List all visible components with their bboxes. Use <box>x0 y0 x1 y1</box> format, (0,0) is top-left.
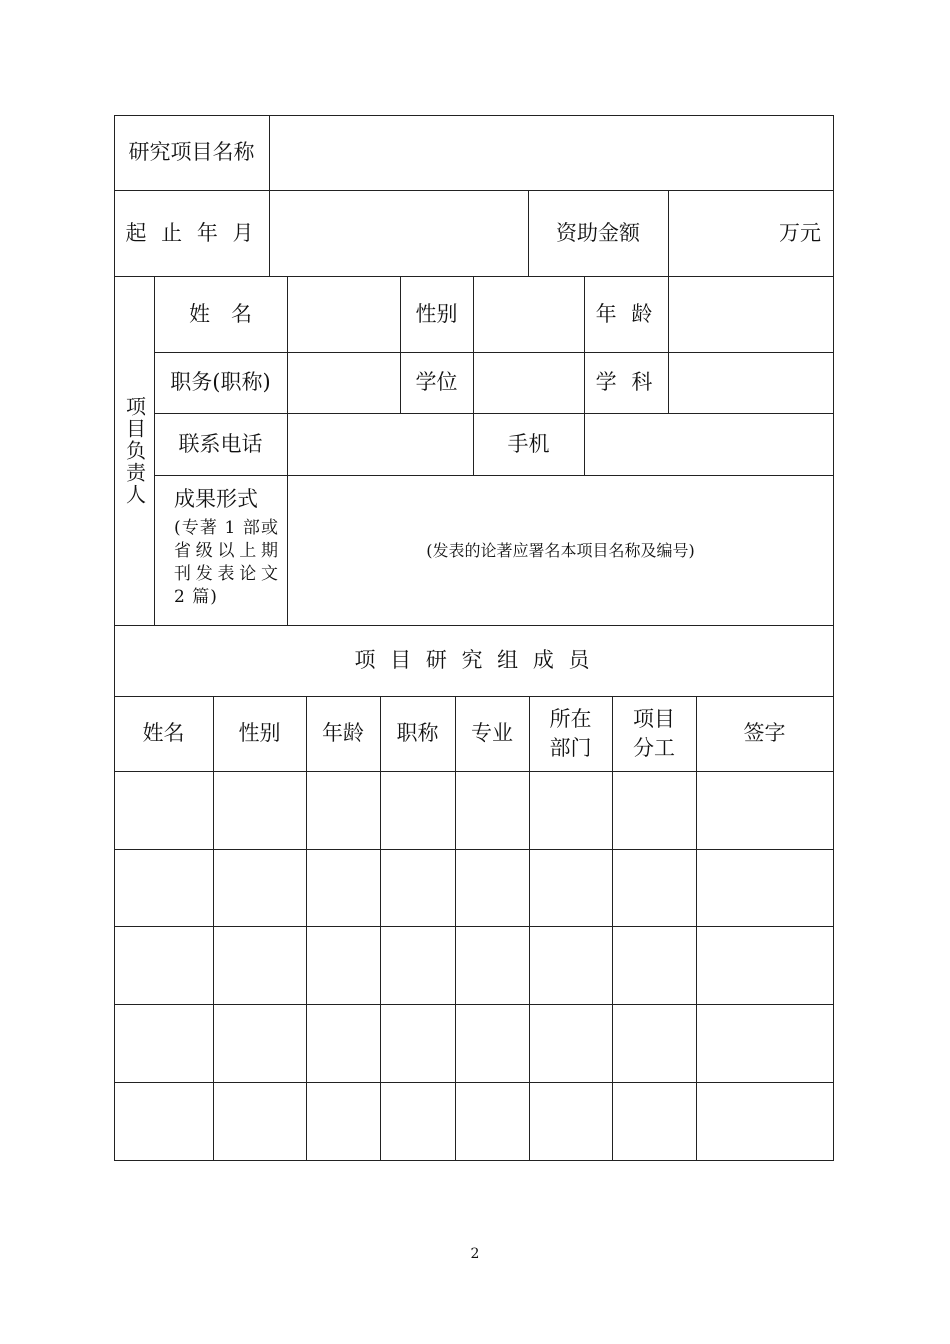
leader-phone-label: 联系电话 <box>178 431 263 456</box>
period-label: 起 止 年 月 <box>125 220 258 245</box>
col-header-name: 姓名 <box>142 721 185 746</box>
member-cell[interactable] <box>307 1083 380 1160</box>
members-section-title: 项 目 研 究 组 成 员 <box>354 648 594 673</box>
leader-section-label: 项目负责人 <box>122 395 147 506</box>
col-header-gender: 性别 <box>238 721 281 746</box>
leader-discipline-label: 学 科 <box>595 370 657 395</box>
member-cell[interactable] <box>697 1083 833 1160</box>
border-bottom <box>114 1160 834 1161</box>
member-cell[interactable] <box>697 1005 833 1082</box>
leader-mobile-field[interactable] <box>585 414 833 475</box>
member-cell[interactable] <box>307 772 380 849</box>
leader-discipline-field[interactable] <box>669 353 833 413</box>
funding-unit: 万元 <box>779 220 821 245</box>
member-cell[interactable] <box>530 850 612 926</box>
member-cell[interactable] <box>613 1005 696 1082</box>
member-cell[interactable] <box>214 927 306 1004</box>
member-cell[interactable] <box>115 850 213 926</box>
member-cell[interactable] <box>530 772 612 849</box>
member-cell[interactable] <box>214 850 306 926</box>
member-cell[interactable] <box>613 850 696 926</box>
col-header-major: 专业 <box>471 721 513 746</box>
member-cell[interactable] <box>530 927 612 1004</box>
col-header-department: 所在部门 <box>549 707 592 760</box>
funding-amount-field[interactable] <box>668 190 833 276</box>
member-cell[interactable] <box>381 1005 455 1082</box>
leader-phone-field[interactable] <box>288 414 473 475</box>
col-header-age: 年龄 <box>322 721 364 746</box>
member-cell[interactable] <box>456 927 529 1004</box>
member-cell[interactable] <box>115 1083 213 1160</box>
outcome-label: 成果形式 <box>174 487 258 511</box>
member-cell[interactable] <box>697 850 833 926</box>
member-cell[interactable] <box>530 1083 612 1160</box>
col-header-title: 职称 <box>396 721 439 746</box>
leader-title-field[interactable] <box>288 353 400 413</box>
leader-gender-label: 性别 <box>415 301 458 326</box>
leader-degree-field[interactable] <box>474 353 584 413</box>
member-cell[interactable] <box>381 772 455 849</box>
member-cell[interactable] <box>307 1005 380 1082</box>
leader-name-label: 姓 名 <box>189 301 252 326</box>
leader-name-field[interactable] <box>288 277 400 352</box>
member-cell[interactable] <box>456 772 529 849</box>
outcome-hint: (发表的论著应署名本项目名称及编号) <box>426 540 695 560</box>
member-cell[interactable] <box>115 927 213 1004</box>
member-cell[interactable] <box>307 850 380 926</box>
leader-age-field[interactable] <box>669 277 833 352</box>
funding-label: 资助金额 <box>556 220 640 245</box>
project-name-field[interactable] <box>270 116 833 190</box>
member-cell[interactable] <box>214 1005 306 1082</box>
member-cell[interactable] <box>381 927 455 1004</box>
member-cell[interactable] <box>697 927 833 1004</box>
member-cell[interactable] <box>456 1005 529 1082</box>
member-cell[interactable] <box>456 1083 529 1160</box>
leader-age-label: 年 龄 <box>595 301 657 326</box>
project-name-label: 研究项目名称 <box>128 140 255 165</box>
member-cell[interactable] <box>613 927 696 1004</box>
member-cell[interactable] <box>456 850 529 926</box>
member-cell[interactable] <box>214 1083 306 1160</box>
period-field[interactable] <box>270 191 528 276</box>
outcome-label-cell <box>154 475 287 625</box>
leader-title-label: 职务(职称) <box>170 370 271 395</box>
member-cell[interactable] <box>613 772 696 849</box>
member-cell[interactable] <box>381 850 455 926</box>
member-cell[interactable] <box>115 1005 213 1082</box>
member-cell[interactable] <box>381 1083 455 1160</box>
member-cell[interactable] <box>697 772 833 849</box>
leader-mobile-label: 手机 <box>507 431 550 456</box>
member-cell[interactable] <box>214 772 306 849</box>
page-number: 2 <box>470 1246 480 1262</box>
member-cell[interactable] <box>115 772 213 849</box>
col-header-role: 项目分工 <box>633 707 675 760</box>
outcome-note: (专著 1 部或省级以上期刊发表论文 2 篇) <box>174 518 279 608</box>
member-cell[interactable] <box>530 1005 612 1082</box>
col-header-signature: 签字 <box>743 721 786 746</box>
outcome-field[interactable] <box>288 476 833 625</box>
leader-gender-field[interactable] <box>474 277 584 352</box>
member-cell[interactable] <box>307 927 380 1004</box>
member-cell[interactable] <box>613 1083 696 1160</box>
leader-degree-label: 学位 <box>415 370 458 395</box>
